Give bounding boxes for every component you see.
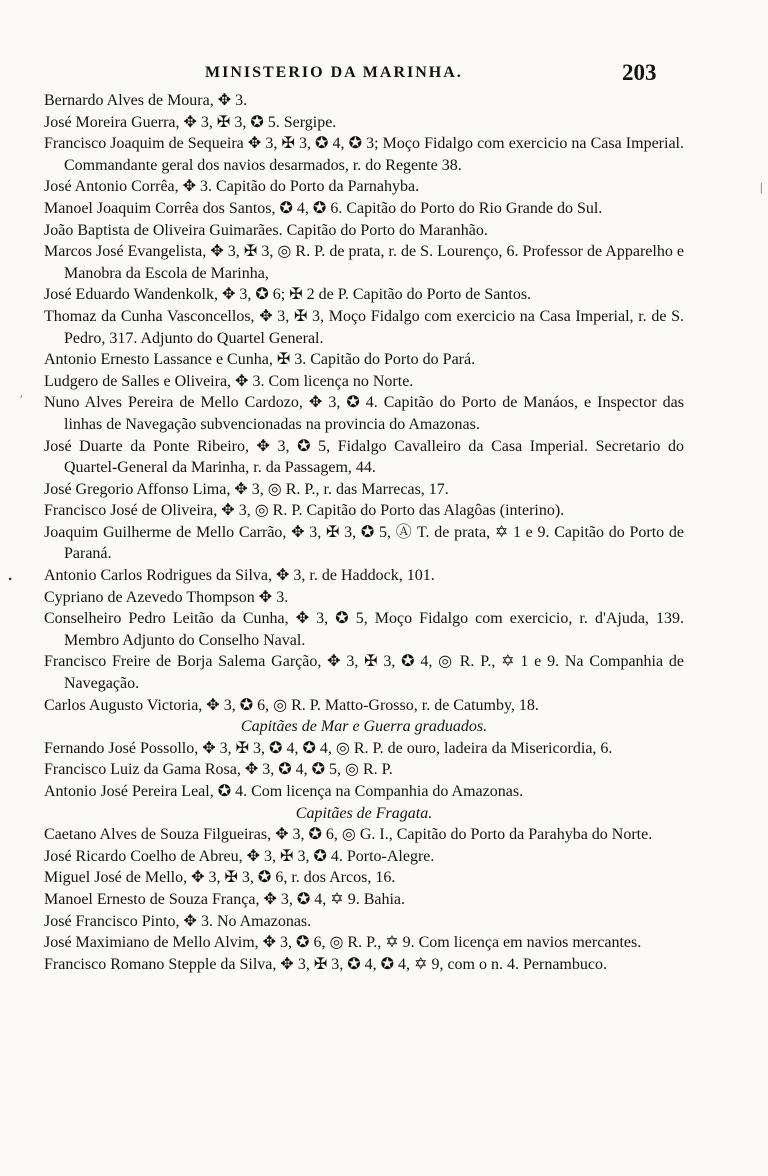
- entry: Francisco Luiz da Gama Rosa, ✥ 3, ✪ 4, ✪ 5, ◎ R. P.: [44, 761, 393, 779]
- entry: Antonio Ernesto Lassance e Cunha, ✠ 3. Capitão do Porto do Pará.: [44, 351, 476, 369]
- entry: José Moreira Guerra, ✥ 3, ✠ 3, ✪ 5. Sergipe.: [44, 113, 337, 131]
- entry: Antonio Carlos Rodrigues da Silva, ✥ 3, r. de Haddock, 101.: [44, 567, 435, 585]
- entry: Marcos José Evangelista, ✥ 3, ✠ 3, ◎ R. P. de prata, r. de S. Lourenço, 6. Professor de Apparelho e Manobra da Escola de Marinha,: [44, 243, 684, 282]
- entry: José Gregorio Affonso Lima, ✥ 3, ◎ R. P., r. das Marrecas, 17.: [44, 480, 449, 498]
- entry: José Eduardo Wandenkolk, ✥ 3, ✪ 6; ✠ 2 de P. Capitão do Porto de Santos.: [44, 286, 532, 304]
- entry: José Antonio Corrêa, ✥ 3. Capitão do Porto da Parnahyba.: [44, 178, 420, 196]
- entry: Ludgero de Salles e Oliveira, ✥ 3. Com licença no Norte.: [44, 372, 414, 390]
- entry: Caetano Alves de Souza Filgueiras, ✥ 3, ✪ 6, ◎ G. I., Capitão do Porto da Parahyba do Norte.: [44, 826, 653, 844]
- entry: Manoel Ernesto de Souza França, ✥ 3, ✪ 4, ✡ 9. Bahia.: [44, 890, 406, 908]
- entry: Conselheiro Pedro Leitão da Cunha, ✥ 3, ✪ 5, Moço Fidalgo com exercicio, r. d'Ajuda, 139. Membro Adjunto do Conselho Naval.: [44, 610, 684, 649]
- entry: Francisco Romano Stepple da Silva, ✥ 3, ✠ 3, ✪ 4, ✪ 4, ✡ 9, com o n. 4. Pernambuco.: [44, 955, 607, 973]
- entry: Bernardo Alves de Moura, ✥ 3.: [44, 92, 248, 109]
- entry: Fernando José Possollo, ✥ 3, ✠ 3, ✪ 4, ✪ 4, ◎ R. P. de ouro, ladeira da Misericordia, 6.: [44, 739, 613, 757]
- entry: José Ricardo Coelho de Abreu, ✥ 3, ✠ 3, ✪ 4. Porto-Alegre.: [44, 847, 435, 865]
- running-title: MINISTERIO DA MARINHA.: [205, 64, 463, 81]
- page-body: [44, 90, 684, 975]
- page-header: [0, 60, 768, 90]
- entry: José Maximiano de Mello Alvim, ✥ 3, ✪ 6, ◎ R. P., ✡ 9. Com licença em navios mercantes.: [44, 934, 642, 952]
- margin-mark: |: [760, 180, 763, 194]
- entry: Carlos Augusto Victoria, ✥ 3, ✪ 6, ◎ R. P. Matto-Grosso, r. de Catumby, 18.: [44, 696, 539, 714]
- page-number: 203: [622, 60, 657, 85]
- entry: Antonio José Pereira Leal, ✪ 4. Com licença na Companhia do Amazonas.: [44, 783, 524, 800]
- entry: Francisco Freire de Borja Salema Garção, ✥ 3, ✠ 3, ✪ 4, ◎ R. P., ✡ 1 e 9. Na Companhia de Navegação.: [44, 653, 684, 693]
- entry: Cypriano de Azevedo Thompson ✥ 3.: [44, 588, 289, 606]
- margin-mark: •: [8, 572, 13, 586]
- entry: Francisco Joaquim de Sequeira ✥ 3, ✠ 3, ✪ 4, ✪ 3; Moço Fidalgo com exercicio na Casa Imperial. Commandante geral dos navios desarmados, r. do Regente 38.: [44, 135, 684, 174]
- entry: Francisco José de Oliveira, ✥ 3, ◎ R. P. Capitão do Porto das Alagôas (interino).: [44, 502, 565, 520]
- entry: Joaquim Guilherme de Mello Carrão, ✥ 3, ✠ 3, ✪ 5, Ⓐ T. de prata, ✡ 1 e 9. Capitão do Porto de Paraná.: [44, 523, 684, 563]
- entry: José Francisco Pinto, ✥ 3. No Amazonas.: [44, 912, 312, 930]
- entry: Thomaz da Cunha Vasconcellos, ✥ 3, ✠ 3, Moço Fidalgo com exercicio na Casa Imperial, r. de S. Pedro, 317. Adjunto do Quartel General.: [44, 307, 684, 347]
- entry: Manoel Joaquim Corrêa dos Santos, ✪ 4, ✪ 6. Capitão do Porto do Rio Grande do Sul.: [44, 199, 603, 217]
- entry: José Duarte da Ponte Ribeiro, ✥ 3, ✪ 5, Fidalgo Cavalleiro da Casa Imperial. Secretario do Quartel-General da Marinha, r. da Passagem, 44.: [44, 437, 684, 477]
- margin-mark: ′: [20, 392, 23, 406]
- entry: João Baptista de Oliveira Guimarães. Capitão do Porto do Maranhão.: [44, 221, 488, 239]
- entry: Nuno Alves Pereira de Mello Cardozo, ✥ 3, ✪ 4. Capitão do Porto de Manáos, e Inspector das linhas de Navegação subvencionadas na provincia do Amazonas.: [44, 394, 684, 433]
- entry: Miguel José de Mello, ✥ 3, ✠ 3, ✪ 6, r. dos Arcos, 16.: [44, 869, 396, 887]
- section-heading: Capitães de Fragata.: [295, 804, 433, 822]
- section-heading: Capitães de Mar e Guerra graduados.: [240, 718, 488, 736]
